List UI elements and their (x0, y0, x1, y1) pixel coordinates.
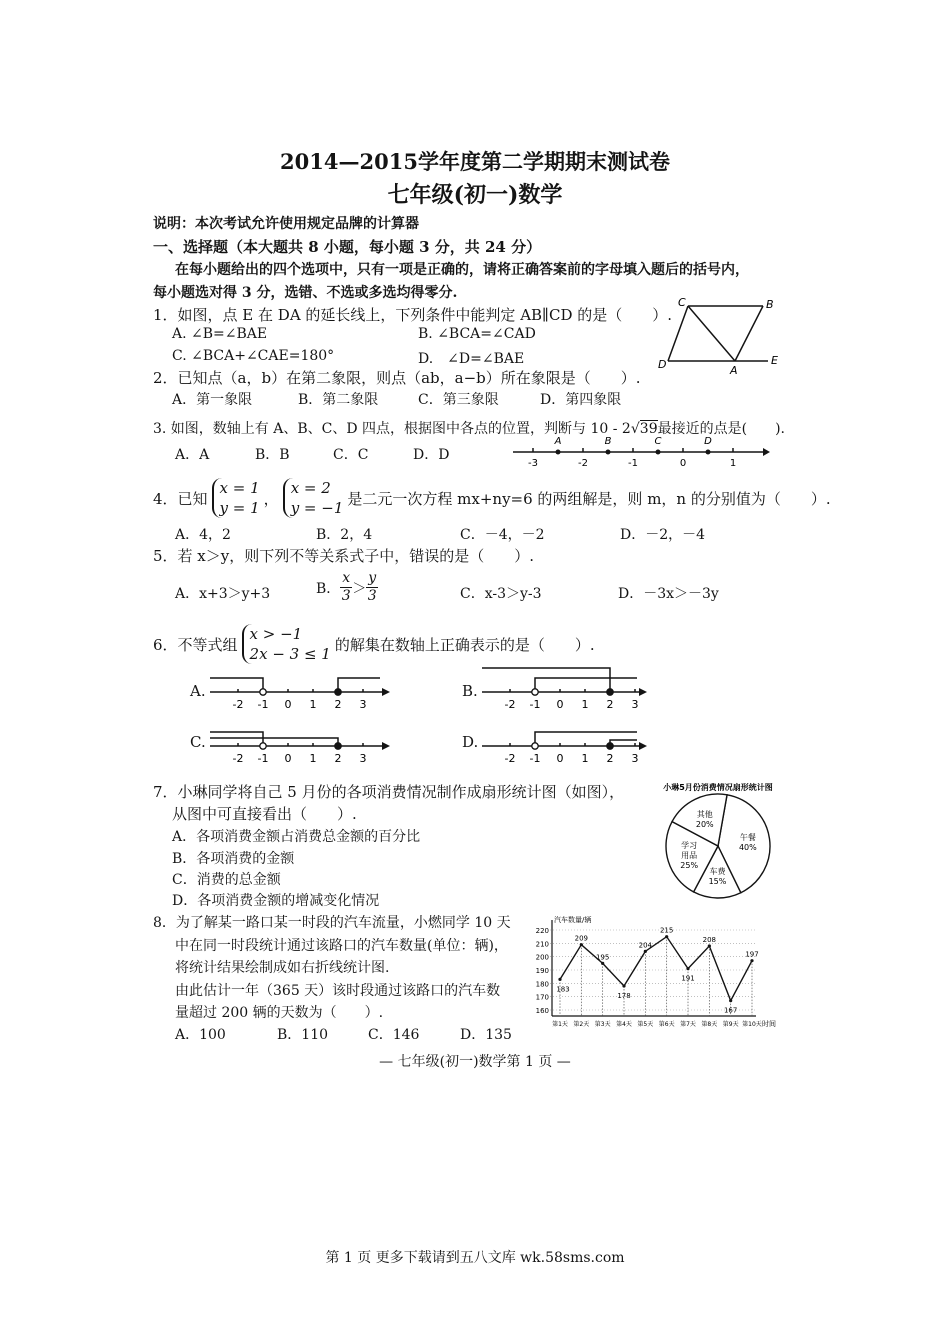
q3-point-label: A (554, 436, 562, 447)
pie-label: 车费 15% (708, 867, 727, 887)
q3-option-b: B．B (255, 447, 290, 463)
q3-tick-label: -1 (628, 458, 638, 469)
q4-sys1-eq1: x = 1 (219, 479, 260, 497)
data-point (644, 950, 647, 953)
q1-option-d: D. ∠D=∠BAE (418, 351, 525, 367)
q3-point-C (656, 450, 661, 455)
axis-arrow (639, 688, 647, 696)
q1-stem: 1．如图，点 E 在 DA 的延长线上，下列条件中能判定 AB∥CD 的是（ ）. (153, 306, 673, 324)
q1-geometry-figure (650, 296, 790, 376)
q5-stem: 5．若 x＞y，则下列不等关系式子中，错误的是（ ）. (153, 547, 535, 565)
q6-option-d-numberline (482, 716, 647, 768)
tick-label: -2 (232, 752, 244, 765)
q8-option-b: B．110 (277, 1027, 329, 1043)
q2-option-d: D．第四象限 (540, 392, 622, 408)
q8-line-4: 由此估计一年（365 天）该时段通过该路口的汽车数 (175, 983, 501, 999)
x-tick-label: 第10天 (742, 1021, 762, 1028)
q1-point-a: A (730, 364, 738, 376)
y-tick-label: 200 (535, 953, 549, 962)
tick-label: -1 (257, 698, 269, 711)
q1-option-b: B. ∠BCA=∠CAD (418, 326, 536, 342)
data-label: 167 (723, 1006, 738, 1015)
q5-b-fraction-2: $\frac{y}{3}$ (367, 570, 377, 604)
q4-option-d: D．－2，－4 (620, 527, 706, 543)
tick-label: -2 (232, 698, 244, 711)
q4-system-2 (283, 478, 344, 518)
q8-line-3: 将统计结果绘制成如右折线统计图. (175, 960, 390, 976)
tick-label: 2 (606, 698, 614, 711)
q3-point-D (706, 450, 711, 455)
q8-line-5: 量超过 200 辆的天数为（ ）. (175, 1005, 384, 1021)
tick-label: 0 (556, 698, 564, 711)
tick-label: 3 (631, 752, 639, 765)
exam-note: 说明：本次考试允许使用规定品牌的计算器 (153, 216, 419, 232)
q6-post: 的解集在数轴上正确表示的是（ ）. (334, 635, 595, 654)
tick-label: 1 (581, 698, 589, 711)
open-dot (260, 743, 266, 749)
exam-title: 2014—2015学年度第二学期期末测试卷 (280, 149, 670, 174)
closed-dot (335, 689, 341, 695)
tick-label: -2 (504, 698, 516, 711)
q7-option-d: D．各项消费金额的增减变化情况 (172, 893, 380, 909)
q5-option-a: A．x+3＞y+3 (175, 586, 271, 602)
q2-option-a: A．第一象限 (172, 392, 253, 408)
tick-label: 3 (631, 698, 639, 711)
q4-post: 是二元一次方程 mx+ny=6 的两组解是，则 m，n 的分别值为（ ）. (347, 489, 831, 508)
q4-option-c: C．－4，－2 (460, 527, 545, 543)
exam-subtitle: 七年级(初一)数学 (387, 182, 563, 208)
q6-eq2: 2x − 3 ≤ 1 (249, 645, 331, 663)
data-label: 197 (745, 950, 759, 959)
data-point (601, 962, 604, 965)
pie-chart-title: 小琳5月份消费情况扇形统计图 (663, 783, 773, 792)
q5-b-operator: ＞ (352, 580, 367, 597)
data-point (729, 999, 732, 1002)
q6-system (242, 624, 331, 664)
q3-stem: 3. 如图，数轴上有 A、B、C、D 四点，根据图中各点的位置，判断与 10 - 2√39最接近的点是( ). (153, 421, 785, 437)
pie-label: 学习用品 25% (680, 840, 699, 870)
tick-label: 0 (284, 752, 292, 765)
q2-option-b: B．第二象限 (298, 392, 379, 408)
x-tick-label: 第6天 (658, 1021, 675, 1028)
q1-point-c: C (678, 296, 686, 309)
closed-dot (607, 743, 613, 749)
tick-label: 3 (359, 698, 367, 711)
q6-option-c-numberline (210, 716, 390, 768)
q4-pre: 4．已知 (153, 489, 208, 508)
open-dot (260, 689, 266, 695)
q5-option-c: C．x-3＞y-3 (460, 586, 542, 602)
section-heading: 一、选择题（本大题共 8 小题，每小题 3 分，共 24 分） (153, 238, 542, 256)
y-tick-label: 160 (535, 1007, 549, 1015)
data-label: 195 (595, 953, 610, 962)
q5-option-b (316, 570, 378, 605)
q1-option-a: A. ∠B=∠BAE (172, 326, 268, 342)
q4-sys2-eq2: y = −1 (290, 499, 344, 517)
solution-ray (210, 732, 263, 746)
q6-stem (153, 622, 595, 666)
tick-label: 2 (606, 752, 614, 765)
data-point (686, 967, 689, 970)
q6-label-b: B. (462, 682, 478, 700)
y-tick-label: 180 (535, 980, 549, 989)
axis-arrow (382, 742, 390, 750)
closed-dot (607, 689, 613, 695)
tick-label: -1 (257, 752, 269, 765)
q2-option-c: C．第三象限 (418, 392, 499, 408)
q4-option-b: B．2，4 (316, 527, 373, 543)
x-tick-label: 第7天 (680, 1021, 696, 1028)
q4-sys2-eq1: x = 2 (290, 479, 331, 497)
tick-label: 2 (334, 752, 342, 765)
q2-stem: 2．已知点（a，b）在第二象限，则点（ab，a−b）所在象限是（ ）. (153, 369, 641, 387)
q4-sys1-eq2: y = 1 (219, 499, 260, 517)
pie-label: 午餐 40% (738, 832, 757, 852)
q3-option-c: C．C (333, 447, 369, 463)
data-label: 178 (617, 992, 631, 1000)
q7-pie-chart (648, 776, 788, 904)
q6-label-d: D. (462, 733, 479, 751)
q3-point-label: C (654, 436, 662, 447)
q6-option-b-numberline (482, 662, 647, 714)
tick-label: 1 (309, 752, 317, 765)
data-label: 204 (638, 941, 653, 950)
x-tick-label: 第3天 (594, 1021, 611, 1028)
data-label: 191 (681, 974, 695, 983)
solution-ray (610, 740, 637, 746)
data-label: 209 (574, 934, 589, 943)
q7-option-b: B．各项消费的金额 (172, 851, 295, 867)
q1-point-b: B (766, 298, 774, 311)
q5-b-label: B． (316, 580, 341, 597)
solution-ray (210, 738, 338, 746)
q6-eq1: x > −1 (249, 625, 303, 643)
q4-system-1 (212, 478, 260, 518)
q8-option-a: A．100 (175, 1027, 226, 1043)
q7-option-c: C．消费的总金额 (172, 872, 281, 888)
pie-label: 其他 20% (695, 809, 714, 829)
q3-number-line (508, 432, 770, 472)
q3-tick-label: 1 (729, 458, 737, 469)
x-axis-label: 时间 (762, 1020, 776, 1028)
q7-option-a: A．各项消费金额占消费总金额的百分比 (172, 829, 421, 845)
q3-point-A (556, 450, 561, 455)
solution-ray (338, 678, 380, 692)
axis-arrow (639, 742, 647, 750)
axis-arrow (382, 688, 390, 696)
data-point (558, 978, 561, 981)
q8-line-1: 8．为了解某一路口某一时段的汽车流量，小燃同学 10 天 (153, 915, 511, 931)
q8-line-2: 中在同一时段统计通过该路口的汽车数量(单位：辆)， (175, 938, 508, 954)
q3-tick-label: -2 (578, 458, 588, 469)
q1-point-e: E (771, 354, 778, 367)
y-tick-label: 170 (535, 993, 549, 1002)
solution-ray (535, 732, 637, 746)
q8-option-d: D．135 (460, 1027, 512, 1043)
q3-tick-label: 0 (679, 458, 687, 469)
section-instruction-2: 每小题选对得 3 分，选错、不选或多选均得零分. (153, 285, 458, 301)
q3-option-d: D．D (413, 447, 450, 463)
data-point (665, 935, 668, 938)
q1-point-d: D (658, 358, 667, 371)
x-tick-label: 第8天 (701, 1021, 718, 1028)
tick-label: 3 (359, 752, 367, 765)
x-tick-label: 第2天 (573, 1021, 590, 1028)
data-label: 183 (556, 985, 570, 994)
solution-ray (482, 668, 610, 692)
data-point (708, 944, 711, 947)
closed-dot (335, 743, 341, 749)
data-label: 208 (702, 936, 717, 944)
q3-point-label: B (604, 436, 612, 447)
q3-tick-label: -3 (528, 458, 538, 469)
q3-point-label: D (704, 436, 712, 447)
q3-stem-pre: 3. 如图，数轴上有 A、B、C、D 四点，根据图中各点的位置，判断与 10 - 2 (153, 421, 631, 437)
q5-b-fraction-1: $\frac{x}{3}$ (341, 570, 351, 604)
q3-point-B (606, 450, 611, 455)
x-tick-label: 第4天 (616, 1021, 632, 1028)
tick-label: -1 (529, 698, 541, 711)
q5-option-d: D．－3x＞－3y (618, 586, 719, 602)
q8-line-chart (528, 912, 778, 1030)
q6-label-c: C. (190, 733, 206, 751)
q7-stem-1: 7．小琳同学将自己 5 月份的各项消费情况制作成扇形统计图（如图）， (153, 783, 625, 801)
q6-label-a: A. (190, 682, 206, 700)
data-point (750, 959, 753, 962)
download-watermark: 第 1 页 更多下载请到五八文库 wk.58sms.com (325, 1250, 625, 1266)
x-tick-label: 第9天 (722, 1021, 739, 1028)
open-dot (532, 689, 538, 695)
q1-option-c: C. ∠BCA+∠CAE=180° (172, 348, 335, 364)
solution-ray (210, 678, 263, 692)
x-tick-label: 第5天 (637, 1021, 654, 1028)
q8-option-c: C．146 (368, 1027, 420, 1043)
section-instruction-1: 在每小题给出的四个选项中，只有一项是正确的，请将正确答案前的字母填入题后的括号内， (175, 262, 749, 278)
tick-label: 1 (581, 752, 589, 765)
solution-ray (535, 678, 637, 692)
tick-label: -2 (504, 752, 516, 765)
q4-stem: 4．已知 x = 1 y = 1 ， x = 2 y = −1 是二元一次方程 mx+ny=6 的两组解是，则 m，n 的分别值为（ ）. (153, 479, 831, 517)
tick-label: -1 (529, 752, 541, 765)
data-label: 215 (659, 926, 674, 935)
q4-option-a: A．4，2 (175, 527, 231, 543)
q3-stem-post: 最接近的点是( ). (657, 421, 785, 437)
series-line (560, 934, 752, 1001)
y-tick-label: 210 (535, 940, 549, 949)
y-axis-label: 汽车数量/辆 (554, 916, 592, 924)
q3-radicand: 39 (639, 421, 658, 437)
tick-label: 1 (309, 698, 317, 711)
q6-option-a-numberline (210, 662, 390, 714)
tick-label: 0 (556, 752, 564, 765)
y-tick-label: 190 (535, 967, 549, 975)
open-dot (532, 743, 538, 749)
q7-stem-2: 从图中可直接看出（ ）. (172, 805, 357, 823)
tick-label: 2 (334, 698, 342, 711)
q6-pre: 6．不等式组 (153, 635, 238, 654)
page-footer: — 七年级(初一)数学第 1 页 — (379, 1054, 571, 1070)
x-tick-label: 第1天 (552, 1021, 568, 1028)
data-point (622, 984, 625, 987)
y-tick-label: 220 (535, 927, 549, 935)
tick-label: 0 (284, 698, 292, 711)
data-point (580, 943, 583, 946)
q3-option-a: A．A (175, 447, 210, 463)
